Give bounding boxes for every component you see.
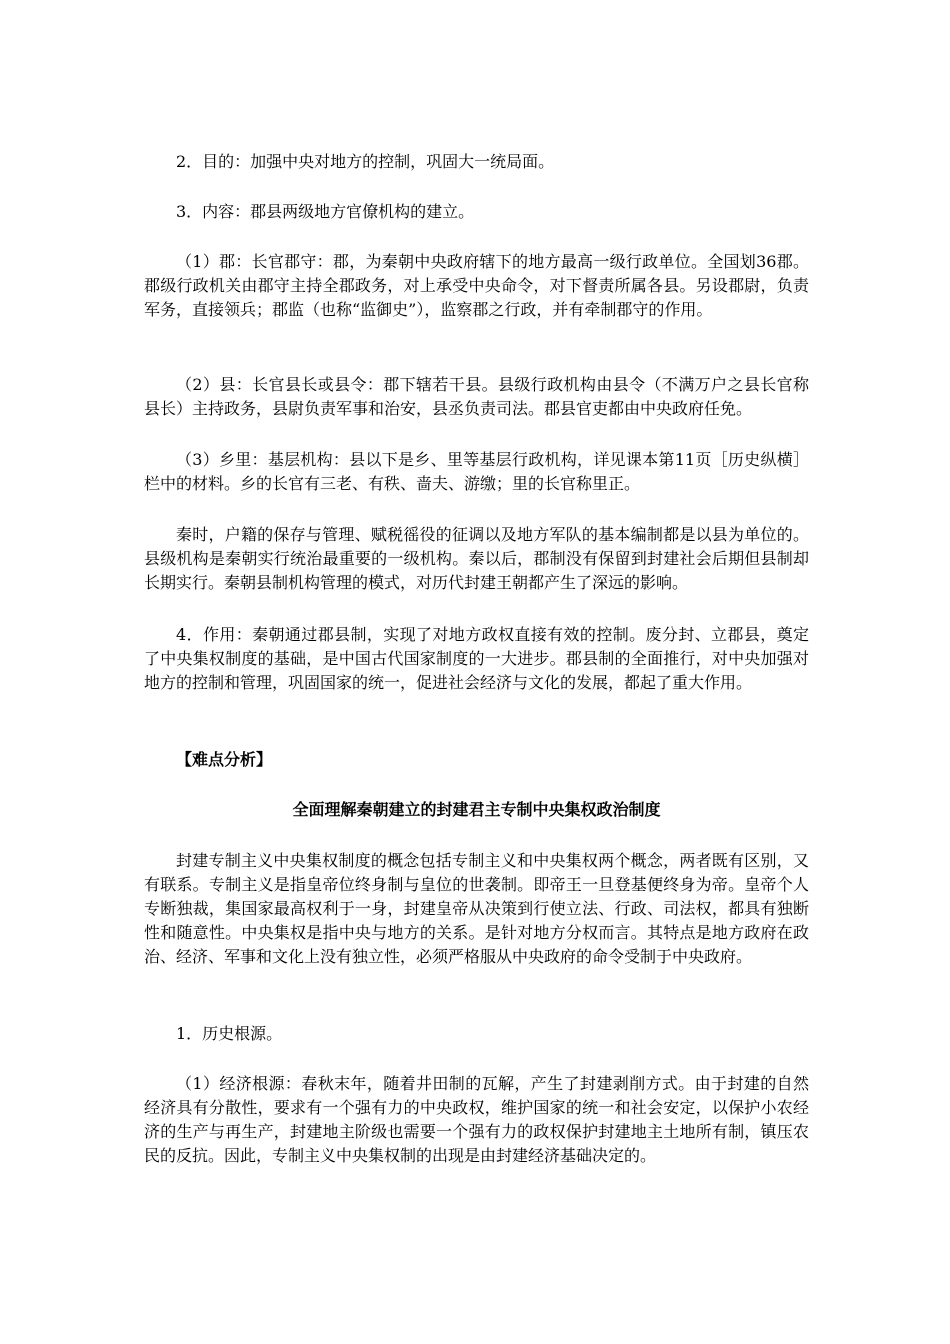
paragraph-economic-roots: （1）经济根源：春秋末年，随着井田制的瓦解，产生了封建剥削方式。由于封建的自然经济具有分散性，要求有一个强有力的中央政权，维护国家的统一和社会安定，以保护小农经济的生产与再生产，封建地主阶级也需要一个强有力的政权保护封建地主土地所有制，镇压农民的反抗。因此，专制主义中央集权制的出现是由封建经济基础决定的。 — [144, 1074, 809, 1165]
section-title: 全面理解秦朝建立的封建君主专制中央集权政治制度 — [292, 800, 661, 819]
paragraph-qin-county: 秦时，户籍的保存与管理、赋税徭役的征调以及地方军队的基本编制都是以县为单位的。县级机构是秦朝实行统治最重要的一级机构。秦以后，郡制没有保留到封建社会后期但县制却长期实行。秦朝县制机构管理的模式，对历代封建王朝都产生了深远的影响。 — [144, 525, 809, 592]
paragraph-content: 3．内容：郡县两级地方官僚机构的建立。 — [176, 202, 475, 221]
paragraph-effect: 4．作用：秦朝通过郡县制，实现了对地方政权直接有效的控制。废分封、立郡县，奠定了中央集权制度的基础，是中国古代国家制度的一大进步。郡县制的全面推行，对中央加强对地方的控制和管理，巩固国家的统一，促进社会经济与文化的发展，都起了重大作用。 — [144, 625, 809, 692]
paragraph-xiangli: （3）乡里：基层机构：县以下是乡、里等基层行政机构，详见课本第11页［历史纵横］栏中的材料。乡的长官有三老、有秩、啬夫、游缴；里的长官称里正。 — [144, 450, 809, 493]
paragraph-xian: （2）县：长官县长或县令：郡下辖若干县。县级行政机构由县令（不满万户之县长官称县长）主持政务，县尉负责军事和治安，县丞负责司法。郡县官吏都由中央政府任免。 — [144, 375, 809, 418]
section-heading: 【难点分析】 — [176, 750, 273, 769]
paragraph-jun: （1）郡：长官郡守：郡，为秦朝中央政府辖下的地方最高一级行政单位。全国划36郡。郡级行政机关由郡守主持全郡政务，对上承受中央命令，对下督责所属各县。另设郡尉，负责军务，直接领兵；郡监（也称“监御史”），监察郡之行政，并有牵制郡守的作用。 — [144, 252, 809, 319]
paragraph-historical-roots: 1．历史根源。 — [176, 1024, 283, 1043]
paragraph-concept: 封建专制主义中央集权制度的概念包括专制主义和中央集权两个概念，两者既有区别，又有联系。专制主义是指皇帝位终身制与皇位的世袭制。即帝王一旦登基便终身为帝。皇帝个人专断独裁，集国家最高权利于一身，封建皇帝从决策到行使立法、行政、司法权，都具有独断性和随意性。中央集权是指中央与地方的关系。是针对地方分权而言。其特点是地方政府在政治、经济、军事和文化上没有独立性，必须严格服从中央政府的命令受制于中央政府。 — [144, 851, 809, 966]
paragraph-purpose: 2．目的：加强中央对地方的控制，巩固大一统局面。 — [176, 152, 555, 171]
